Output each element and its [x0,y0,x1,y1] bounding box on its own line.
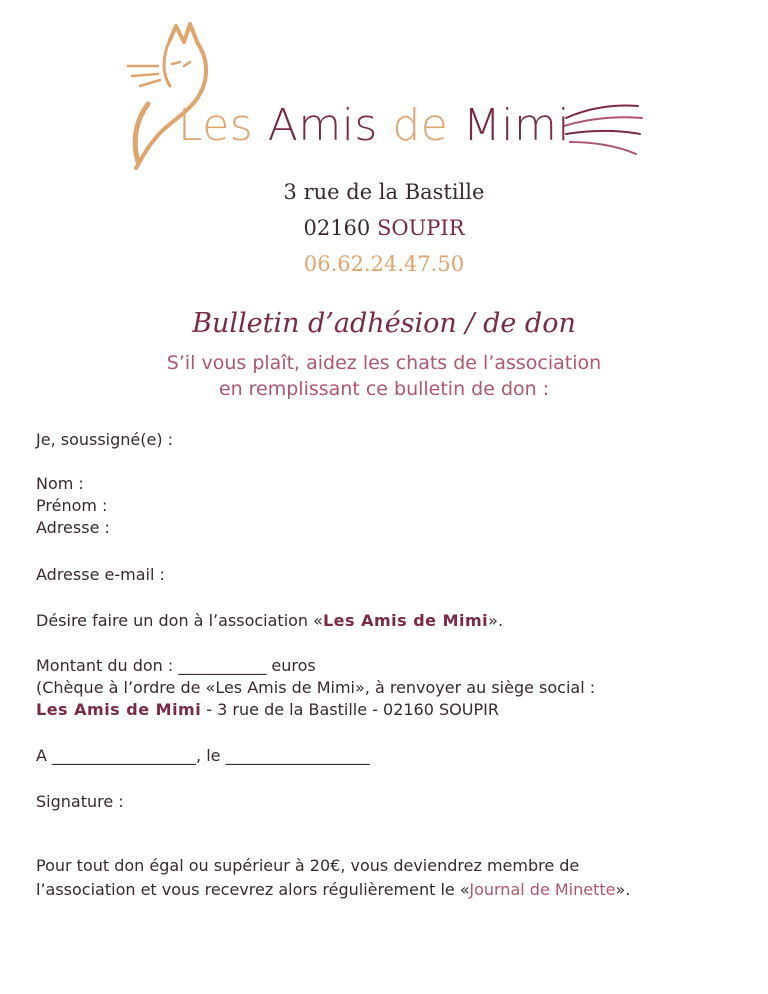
field-nom-label: Nom : [36,474,84,493]
logo [118,22,648,172]
siege-brand: Les Amis de Mimi [36,700,202,719]
donation-statement-end: ». [488,611,504,630]
logo-text [178,100,570,151]
footer-text: l’association et vous recevrez alors régulièrement le « [36,880,470,899]
logo-word-mimi: Mimi [462,100,571,151]
donation-statement [36,611,503,630]
journal-link: Journal de Minette [469,880,616,899]
footer-end: ». [615,880,631,899]
subtitle [0,350,768,402]
page-title: Bulletin d’adhésion / de don [192,308,576,339]
field-adresse-label: Adresse : [36,518,110,537]
subtitle-line-1: S’il vous plaît, aidez les chats de l’association [166,352,602,374]
siege-social [36,700,499,719]
field-montant: Montant du don : ___________ euros [36,656,316,675]
donation-statement-text: Désire faire un don à l’association « [36,611,323,630]
footer-line-2 [36,880,630,899]
address-postcode: 02160 [303,216,371,240]
association-name: Les Amis de Mimi [322,611,489,630]
field-lieu-date: A __________________, le __________________ [36,746,370,765]
logo-word-amis: Amis [267,100,378,151]
address-city-line [0,216,768,240]
footer-line-1: Pour tout don égal ou supérieur à 20€, vous deviendrez membre de [36,856,580,875]
address-phone: 06.62.24.47.50 [303,252,465,276]
cheque-instructions: (Chèque à l’ordre de «Les Amis de Mimi», à renvoyer au siège social : [36,678,596,697]
address-city: SOUPIR [376,216,465,240]
field-signature-label: Signature : [36,792,124,811]
field-prenom-label: Prénom : [36,496,108,515]
logo-word-de: de [392,100,449,151]
siege-address: - 3 rue de la Bastille - 02160 SOUPIR [201,700,499,719]
address-street: 3 rue de la Bastille [283,180,485,204]
form-intro: Je, soussigné(e) : [36,430,174,449]
subtitle-line-2: en remplissant ce bulletin de don : [218,378,550,400]
field-email-label: Adresse e-mail : [36,565,165,584]
logo-word-les: Les [178,100,254,151]
